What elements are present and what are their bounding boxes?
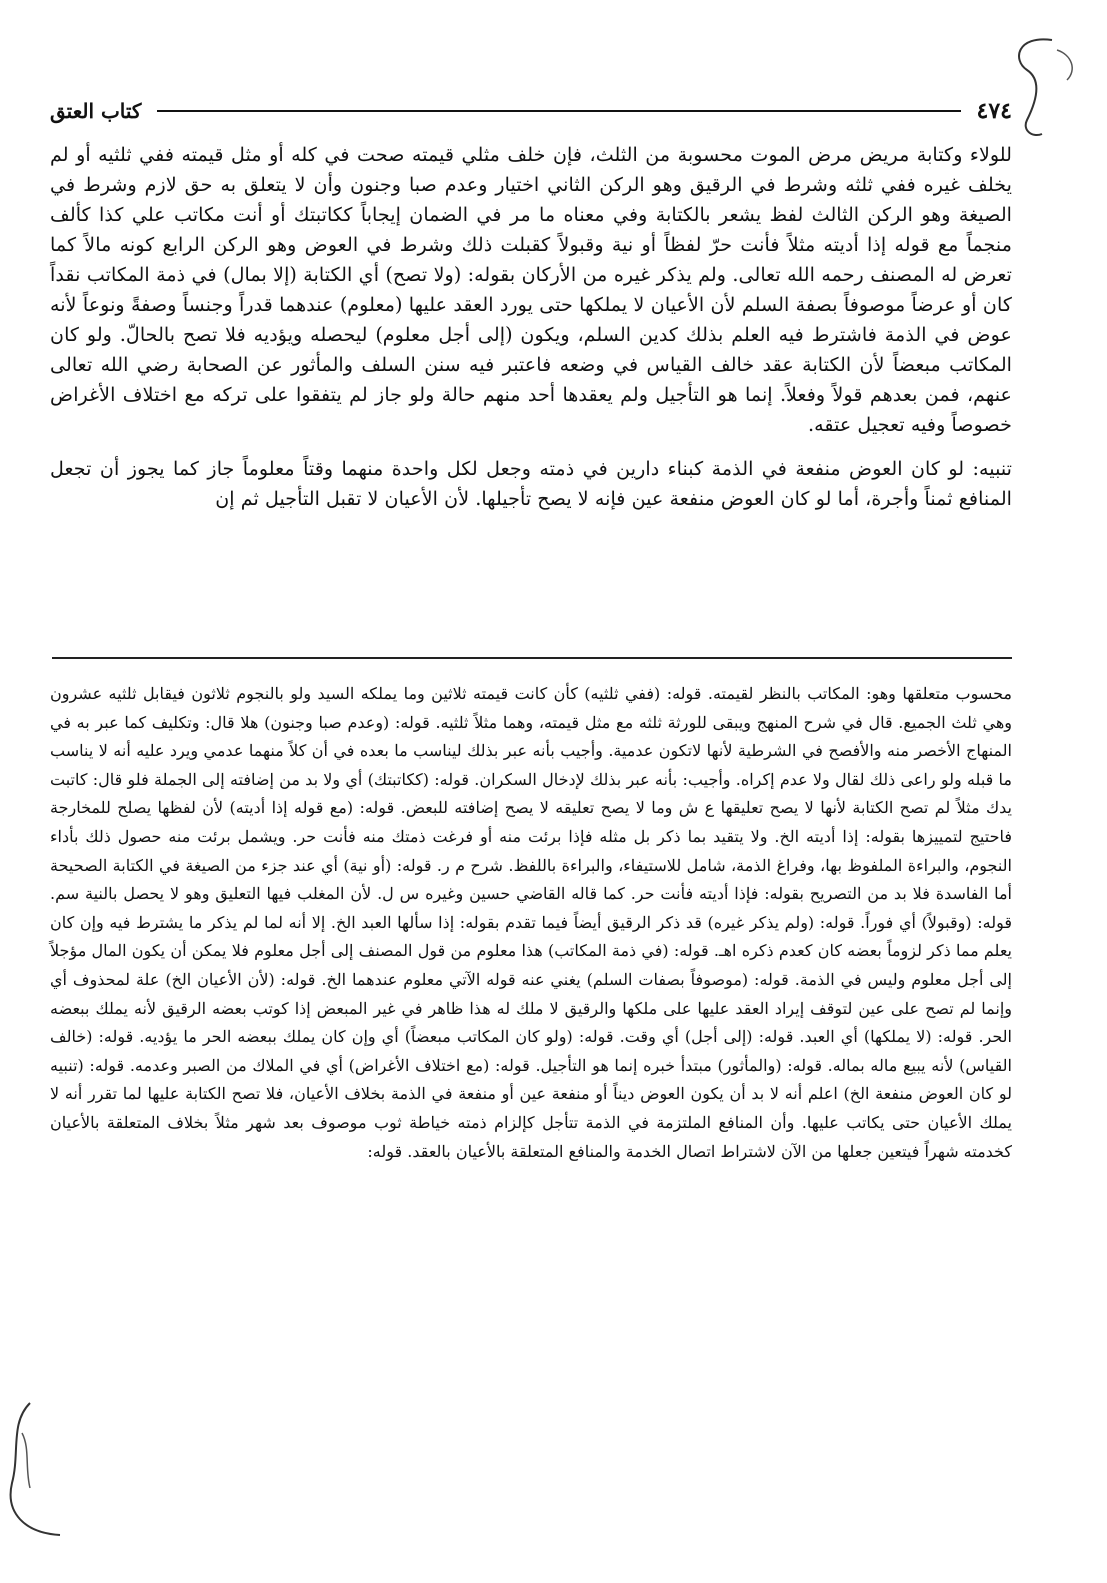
note-paragraph: تنبيه: لو كان العوض منفعة في الذمة كبناء دارين في ذمته وجعل لكل واحدة منهما وقتاً معلوماً جاز كما يجوز أن تجعل المنافع ثمناً وأجرة، أما لو كان العوض منفعة عين فإنه لا يصح تأجيلها. لأن الأعيان لا تقبل التأجيل ثم إن xyxy=(50,457,1012,510)
footnotes xyxy=(50,680,1012,1166)
header-rule xyxy=(157,110,960,112)
footnote-text: محسوب متعلقها وهو: المكاتب بالنظر لقيمته. قوله: (ففي ثلثيه) كأن كانت قيمته ثلاثين وما يملكه السيد ولو بالنجوم ثلاثون فيقابل ثلثيه عشرون وهي ثلث الجميع. قال في شرح المنهج ويبقى للورثة ثلثه مع مثل قيمته، وهما مثلاً ثلثيه. قوله: (وعدم صبا وجنون) هلا قال: وتكليف كما عبر به في المنهاج الأخصر منه والأفصح في الشرطية لأنها لاتكون عدمية. وأجيب بأنه عبر بذلك ليناسب ما بعده في أن كلاً منهما عدمي ويرد عليه أنه لا يناسب ما قبله ولو راعى ذلك لقال ولا عدم إكراه. وأجيب: بأنه عبر بذلك لإدخال السكران. قوله: (ككاتبتك) أي ولا بد من إضافته إلى الجملة فلو قال: كاتبت يدك مثلاً لم تصح الكتابة لأنها لا يصح تعليقها ع ش وما لا يصح تعليقه لا يصح إضافته للبعض. قوله: (مع قوله إذا أديته) لأن لفظها يصلح للمخارجة فاحتيج لتمييزها بقوله: إذا أديته الخ. ولا يتقيد بما ذكر بل مثله فإذا برئت منه أو فرغت ذمتك منه فأنت حر. ويشمل برئت منه حصول ذلك بأداء النجوم، والبراءة الملفوظ بها، وفراغ الذمة، شامل للاستيفاء، والبراءة باللفظ. شرح م ر. قوله: (أو نية) أي عند جزء من الصيغة في الكتابة الصحيحة أما الفاسدة فلا بد من التصريح بقوله: فإذا أديته فأنت حر. كما قاله القاضي حسين وغيره س ل. لأن المغلب فيها التعليق وهو لا يحصل بالنية سم. قوله: (وقبولاً) أي فوراً. قوله: (ولم يذكر غيره) قد ذكر الرقيق أيضاً فيما تقدم بقوله: إذا سألها العبد الخ. إلا أنه لما لم يذكر ما يشترط فيه وإن كان يعلم مما ذكر لزوماً بعضه كان كعدم ذكره اهـ. قوله: (في ذمة المكاتب) هذا معلوم من قول المصنف إلى أجل معلوم فلا يمكن أن يكون المال مؤجلاً إلى أجل معلوم وليس في الذمة. قوله: (موصوفاً بصفات السلم) يغني عنه قوله الآتي معلوم عندهما الخ. قوله: (لأن الأعيان الخ) علة لمحذوف أي وإنما لم تصح على عين لتوقف إيراد العقد عليها على ملكها والرقيق لا ملك له هذا ظاهر في غير المبعض إذا كوتب بعضه الرقيق لأنه يملك ببعضه الحر. قوله: (لا يملكها) أي العبد. قوله: (إلى أجل) أي وقت. قوله: (ولو كان المكاتب مبعضاً) أي وإن كان يملك ببعضه الحر ما يؤديه. قوله: (خالف القياس) لأنه يبيع ماله بماله. قوله: (والمأثور) مبتدأ خبره إنما هو التأجيل. قوله: (مع اختلاف الأغراض) أي في الملاك من الصبر وعدمه. قوله: (تنبيه لو كان العوض منفعة الخ) اعلم أنه لا بد أن يكون العوض ديناً أو منفعة عين أو منفعة في الذمة بخلاف الأعيان، فلا تصح الكتابة عليها لما تقرر أنه لا يملك الأعيان حتى يكاتب عليها. وأن المنافع الملتزمة في الذمة تتأجل كإلزام ذمته خياطة ثوب موصوف بعد شهر مثلاً بخلاف المتعلقة بالأعيان كخدمته شهراً فيتعين جعلها من الآن لاشتراط اتصال الخدمة والمنافع المتعلقة بالأعيان بالعقد. قوله: xyxy=(50,684,1013,1161)
page-header xyxy=(50,96,1012,126)
main-text xyxy=(50,140,1012,514)
footnote-divider xyxy=(52,657,1012,659)
margin-ornament-bottom xyxy=(0,1393,80,1543)
main-paragraph: للولاء وكتابة مريض مرض الموت محسوبة من الثلث، فإن خلف مثلي قيمته صحت في كله أو مثل قيمته ففي ثلثيه أو لم يخلف غيره ففي ثلثه وشرط في الرقيق وهو الركن الثاني اختيار وعدم صبا وجنون وأن لا يتعلق به حق لازم وشرط في الصيغة وهو الركن الثالث لفظ يشعر بالكتابة وفي معناه ما مر في الضمان إيجاباً ككاتبتك أو أنت مكاتب علي كذا كألف منجماً مع قوله إذا أديته مثلاً فأنت حرّ لفظاً أو نية وقبولاً كقبلت ذلك وشرط في العوض وهو الركن الرابع كونه مالاً كما تعرض له المصنف رحمه الله تعالى. ولم يذكر غيره من الأركان بقوله: (ولا تصح) أي الكتابة (إلا بمال) في ذمة المكاتب نقداً كان أو عرضاً موصوفاً بصفة السلم لأن الأعيان لا يملكها حتى يورد العقد عليها (معلوم) عندهما قدراً وجنساً وصفةً ونوعاً لأنه عوض في الذمة فاشترط فيه العلم بذلك كدين السلم، ويكون (إلى أجل معلوم) ليحصله ويؤديه فلا تصح بالحالّ. ولو كان المكاتب مبعضاً لأن الكتابة عقد خالف القياس في وضعه فاعتبر فيه سنن السلف والمأثور عن الصحابة رضي الله تعالى عنهم، فمن بعدهم قولاً وفعلاً. إنما هو التأجيل ولم يعقدها أحد منهم حالة ولو جاز لم يتفقوا على تركه مع اختلاف الأغراض خصوصاً وفيه تعجيل عتقه. xyxy=(50,143,1012,436)
book-title: كتاب العتق xyxy=(50,99,142,123)
page-number: ٤٧٤ xyxy=(976,98,1012,124)
